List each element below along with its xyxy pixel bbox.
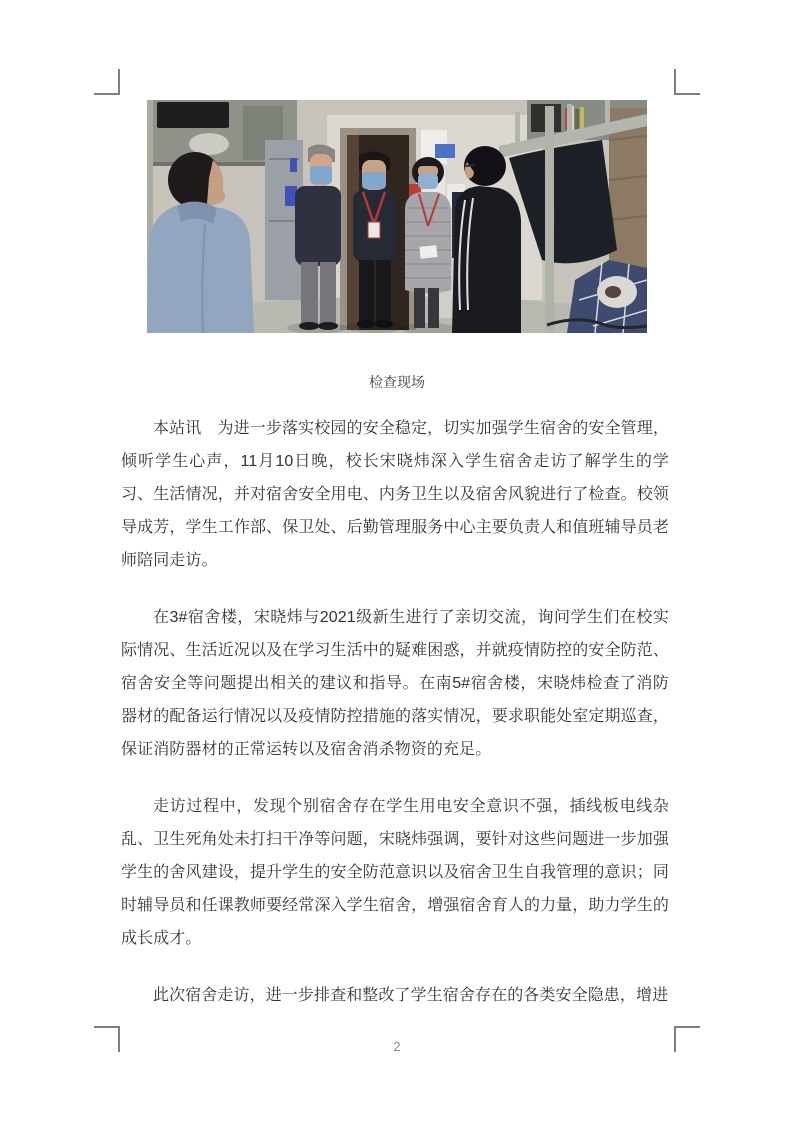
dormitory-inspection-photo [147,100,647,333]
paragraph-issues-found: 走访过程中，发现个别宿舍存在学生用电安全意识不强，插线板电线杂乱、卫生死角处未打扫干净等问题，宋晓炜强调，要针对这些问题进一步加强学生的舍风建设，提升学生的安全防范意识以及宿舍卫生自我管理的意识；同时辅导员和任课教师要经常深入学生宿舍，增强宿舍育人的力量，助力学生的成长成才。 [121,798,669,947]
crop-mark-top-right [674,69,700,95]
dormitory-photo-illustration [147,100,647,333]
paragraph-building-visits: 在3#宿舍楼，宋晓炜与2021级新生进行了亲切交流，询问学生们在校实际情况、生活近况以及在学习生活中的疑难困惑，并就疫情防控的安全防范、宿舍安全等问题提出相关的建议和指导。在南5#宿舍楼，宋晓炜检查了消防器材的配备运行情况以及疫情防控措施的落实情况，要求职能处室定期巡查，保证消防器材的正常运转以及宿舍消杀物资的充足。 [121,609,669,758]
photo-caption: 检查现场 [369,374,425,390]
page-number: 2 [393,1039,401,1054]
paragraph-intro: 本站讯 为进一步落实校园的安全稳定，切实加强学生宿舍的安全管理，倾听学生心声，11月10日晚，校长宋晓炜深入学生宿舍走访了解学生的学习、生活情况，并对宿舍安全用电、内务卫生以及宿舍风貌进行了检查。校领导成芳，学生工作部、保卫处、后勤管理服务中心主要负责人和值班辅导员老师陪同走访。 [121,420,669,569]
paragraph-conclusion: 此次宿舍走访，进一步排查和整改了学生宿舍存在的各类安全隐患，增进 [153,987,669,1004]
article-body [121,412,669,1036]
crop-mark-top-left [94,69,120,95]
